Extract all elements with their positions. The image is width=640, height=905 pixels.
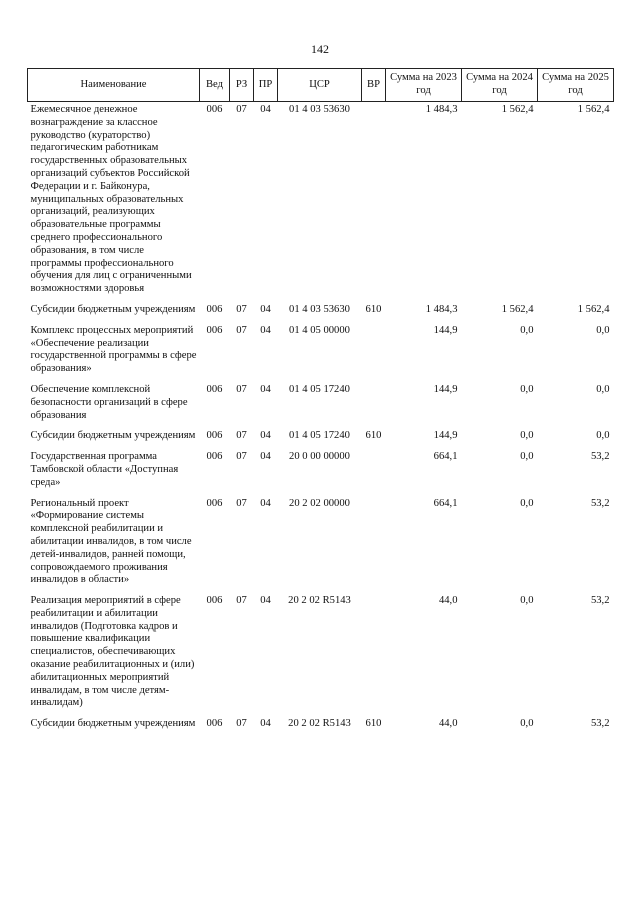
row-ved: 006 bbox=[206, 104, 223, 115]
page-number: 142 bbox=[311, 42, 329, 56]
row-pr: 04 bbox=[260, 451, 271, 463]
row-vr: 610 bbox=[365, 303, 382, 315]
row-vr bbox=[362, 593, 386, 716]
row-sum-2024: 1 562,4 bbox=[501, 303, 534, 315]
row-sum-2023: 664,1 bbox=[433, 451, 458, 463]
row-name: Государственная программа Тамбовской области «Доступная среда» bbox=[30, 451, 179, 488]
row-vr: 610 bbox=[365, 430, 382, 442]
row-csr: 01 4 03 53630 bbox=[289, 104, 350, 115]
row-vr bbox=[362, 382, 386, 428]
header-sum-2024: Сумма на 2024 год bbox=[462, 69, 538, 102]
row-vr bbox=[362, 323, 386, 382]
table-header bbox=[28, 69, 614, 102]
row-rz: 07 bbox=[236, 324, 247, 336]
table-row bbox=[28, 323, 614, 382]
table-body bbox=[28, 102, 614, 738]
row-sum-2025: 0,0 bbox=[596, 430, 610, 442]
row-csr: 20 0 00 00000 bbox=[289, 451, 350, 463]
table-row bbox=[28, 593, 614, 716]
row-sum-2025: 53,2 bbox=[590, 497, 610, 509]
row-rz: 07 bbox=[236, 497, 247, 509]
row-vr: 610 bbox=[365, 718, 382, 730]
row-sum-2025: 53,2 bbox=[590, 718, 610, 730]
table-row bbox=[28, 382, 614, 428]
row-csr: 01 4 05 17240 bbox=[289, 430, 350, 442]
row-pr: 04 bbox=[260, 430, 271, 442]
row-pr: 04 bbox=[260, 303, 271, 315]
row-vr bbox=[362, 449, 386, 495]
row-sum-2023: 44,0 bbox=[438, 595, 458, 607]
header-sum-2025: Сумма на 2025 год bbox=[538, 69, 614, 102]
row-sum-2023: 44,0 bbox=[438, 718, 458, 730]
row-csr: 20 2 02 00000 bbox=[289, 497, 350, 509]
row-ved: 006 bbox=[206, 497, 223, 509]
row-ved: 006 bbox=[206, 718, 223, 730]
row-name: Обеспечение комплексной безопасности организаций в сфере образования bbox=[30, 383, 188, 421]
row-ved: 006 bbox=[206, 324, 223, 336]
row-csr: 01 4 03 53630 bbox=[289, 303, 350, 315]
row-pr: 04 bbox=[260, 324, 271, 336]
row-sum-2024: 0,0 bbox=[520, 595, 534, 607]
header-vr: ВР bbox=[362, 69, 386, 102]
row-vr bbox=[362, 102, 386, 302]
row-name: Субсидии бюджетным учреждениям bbox=[30, 303, 196, 315]
row-sum-2024: 0,0 bbox=[520, 324, 534, 336]
row-sum-2025: 53,2 bbox=[590, 595, 610, 607]
row-ved: 006 bbox=[206, 383, 223, 395]
row-sum-2024: 1 562,4 bbox=[501, 104, 534, 115]
row-pr: 04 bbox=[260, 718, 271, 730]
header-csr: ЦСР bbox=[278, 69, 362, 102]
row-name: Ежемесячное денежное вознаграждение за классное руководство (кураторство) педагогическим работникам государственных образовательных организаций субъектов Российской Федерации и г. Байконура, муниципальных образовательных организаций, реализующих образовательные программы среднего профессионального образования, в том числе программы профессионального обучения для лиц с ограниченными возможностями здоровья bbox=[30, 104, 192, 295]
row-ved: 006 bbox=[206, 303, 223, 315]
table-row bbox=[28, 302, 614, 323]
header-ved: Вед bbox=[200, 69, 230, 102]
table-row bbox=[28, 716, 614, 737]
row-name: Комплекс процессных мероприятий «Обеспечение реализации государственной программы в сфере образования» bbox=[30, 324, 197, 375]
row-sum-2024: 0,0 bbox=[520, 430, 534, 442]
row-sum-2023: 1 484,3 bbox=[425, 104, 458, 115]
row-sum-2023: 1 484,3 bbox=[425, 303, 458, 315]
row-rz: 07 bbox=[236, 104, 247, 115]
row-rz: 07 bbox=[236, 383, 247, 395]
row-sum-2024: 0,0 bbox=[520, 497, 534, 509]
header-sum-2023: Сумма на 2023 год bbox=[386, 69, 462, 102]
row-name: Субсидии бюджетным учреждениям bbox=[30, 718, 196, 730]
row-sum-2025: 1 562,4 bbox=[577, 104, 610, 115]
table-row bbox=[28, 102, 614, 302]
row-rz: 07 bbox=[236, 451, 247, 463]
row-pr: 04 bbox=[260, 383, 271, 395]
row-pr: 04 bbox=[260, 104, 271, 115]
table-row bbox=[28, 496, 614, 594]
row-sum-2025: 53,2 bbox=[590, 451, 610, 463]
row-vr bbox=[362, 496, 386, 594]
row-sum-2025: 1 562,4 bbox=[577, 303, 610, 315]
row-sum-2023: 144,9 bbox=[433, 430, 458, 442]
row-name: Реализация мероприятий в сфере реабилитации и абилитации инвалидов (Подготовка кадров и повышение квалификации специалистов, обеспечивающих оказание реабилитационных и (или) абилитационных мероприятий инвалидам, в том числе детям-инвалидам) bbox=[30, 595, 195, 709]
header-pr: ПР bbox=[254, 69, 278, 102]
row-csr: 01 4 05 00000 bbox=[289, 324, 350, 336]
row-rz: 07 bbox=[236, 718, 247, 730]
row-pr: 04 bbox=[260, 595, 271, 607]
row-sum-2024: 0,0 bbox=[520, 718, 534, 730]
row-ved: 006 bbox=[206, 430, 223, 442]
row-sum-2025: 0,0 bbox=[596, 383, 610, 395]
row-ved: 006 bbox=[206, 595, 223, 607]
row-sum-2024: 0,0 bbox=[520, 383, 534, 395]
row-rz: 07 bbox=[236, 303, 247, 315]
row-name: Субсидии бюджетным учреждениям bbox=[30, 430, 196, 442]
table-row bbox=[28, 449, 614, 495]
table-row bbox=[28, 428, 614, 449]
row-csr: 01 4 05 17240 bbox=[289, 383, 350, 395]
row-name: Региональный проект «Формирование системы комплексной реабилитации и абилитации инвалидов, в том числе детей-инвалидов, ранней помощи, сопровождаемого проживания инвалидов в области» bbox=[30, 497, 192, 586]
row-rz: 07 bbox=[236, 595, 247, 607]
row-sum-2025: 0,0 bbox=[596, 324, 610, 336]
header-rz: РЗ bbox=[230, 69, 254, 102]
row-sum-2023: 664,1 bbox=[433, 497, 458, 509]
row-sum-2023: 144,9 bbox=[433, 324, 458, 336]
row-sum-2023: 144,9 bbox=[433, 383, 458, 395]
row-csr: 20 2 02 R5143 bbox=[288, 595, 351, 607]
row-sum-2024: 0,0 bbox=[520, 451, 534, 463]
row-ved: 006 bbox=[206, 451, 223, 463]
budget-table bbox=[27, 68, 614, 737]
row-pr: 04 bbox=[260, 497, 271, 509]
row-csr: 20 2 02 R5143 bbox=[288, 718, 351, 730]
row-rz: 07 bbox=[236, 430, 247, 442]
header-name: Наименование bbox=[28, 69, 200, 102]
